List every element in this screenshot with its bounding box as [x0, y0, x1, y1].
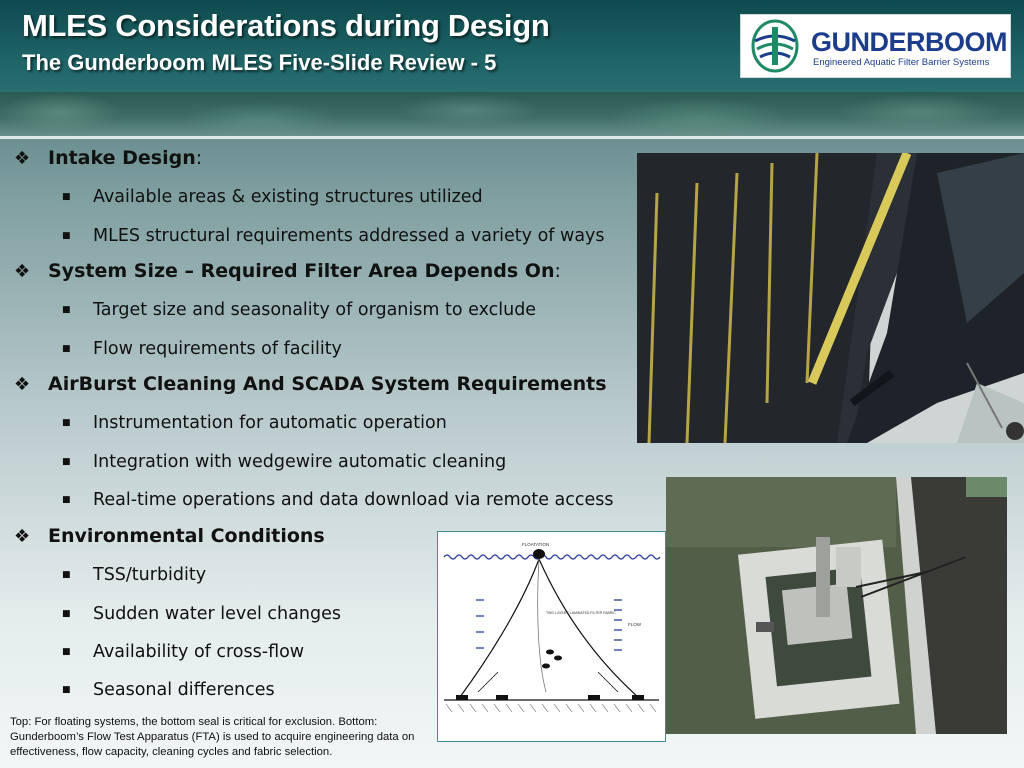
flow-label: FLOW	[628, 622, 641, 627]
filter-curtain-illustration	[637, 153, 1024, 443]
section-heading-environmental-conditions	[14, 525, 325, 547]
square-bullet-icon: ■	[62, 647, 71, 657]
list-item	[62, 565, 206, 585]
square-bullet-icon: ■	[62, 495, 71, 505]
barrier-schematic	[438, 532, 665, 741]
section-heading-system-size	[14, 260, 561, 282]
square-bullet-icon: ■	[62, 570, 71, 580]
square-bullet-icon: ■	[62, 609, 71, 619]
heading-colon: :	[554, 260, 561, 282]
square-bullet-icon: ■	[62, 305, 71, 315]
list-item	[62, 452, 506, 472]
list-item-text: Sudden water level changes	[93, 604, 341, 624]
flow-test-apparatus-photo	[666, 477, 1007, 734]
flow-test-apparatus-illustration	[666, 477, 1007, 734]
list-item	[62, 490, 614, 510]
list-item-text: Available areas & existing structures utilized	[93, 187, 483, 207]
slide-subtitle: The Gunderboom MLES Five-Slide Review - 5	[22, 50, 497, 75]
square-bullet-icon: ■	[62, 344, 71, 354]
square-bullet-icon: ■	[62, 231, 71, 241]
square-bullet-icon: ■	[62, 418, 71, 428]
floatation-label: FLOATATION	[522, 542, 550, 547]
filter-curtain-photo	[637, 153, 1024, 443]
figure-caption: Top: For floating systems, the bottom seal is critical for exclusion. Bottom: Gunderboom’s Flow Test Apparatus (FTA) is used to acquire engineering data on effectiveness, flow capacity, cleaning cycles and fabric selection.	[10, 716, 415, 758]
square-bullet-icon: ■	[62, 685, 71, 695]
list-item	[62, 604, 341, 624]
list-item-text: Availability of cross-flow	[93, 642, 305, 662]
list-item	[62, 642, 304, 662]
list-item-text: MLES structural requirements addressed a variety of ways	[93, 226, 605, 246]
list-item	[62, 300, 536, 320]
section-heading-text: AirBurst Cleaning And SCADA System Requirements	[48, 373, 607, 395]
list-item-text: Flow requirements of facility	[93, 339, 342, 359]
square-bullet-icon: ■	[62, 457, 71, 467]
list-item	[62, 339, 342, 359]
filter-fabric-label: TWO LAYERS LAMINATED FILTER FABRIC	[546, 611, 616, 615]
diamond-bullet-icon: ❖	[14, 526, 31, 547]
floating-barrier-diagram	[437, 531, 666, 742]
diamond-bullet-icon: ❖	[14, 148, 31, 169]
diamond-bullet-icon: ❖	[14, 261, 31, 282]
list-item-text: TSS/turbidity	[93, 565, 207, 585]
list-item	[62, 187, 483, 207]
diamond-bullet-icon: ❖	[14, 374, 31, 395]
logo-tagline: Engineered Aquatic Filter Barrier Systems	[813, 57, 990, 68]
list-item	[62, 680, 275, 700]
list-item	[62, 413, 447, 433]
list-item-text: Instrumentation for automatic operation	[93, 413, 447, 433]
section-heading-text: System Size – Required Filter Area Depends On	[48, 260, 555, 282]
list-item-text: Real-time operations and data download via remote access	[93, 490, 614, 510]
list-item	[62, 226, 605, 246]
list-item-text: Seasonal differences	[93, 680, 275, 700]
section-heading-airburst-scada	[14, 373, 607, 395]
slide-title: MLES Considerations during Design	[22, 8, 550, 43]
section-heading-text: Intake Design	[48, 147, 196, 169]
square-bullet-icon: ■	[62, 192, 71, 202]
list-item-text: Integration with wedgewire automatic cleaning	[93, 452, 507, 472]
section-heading-text: Environmental Conditions	[48, 525, 325, 547]
heading-colon: :	[195, 147, 203, 169]
list-item-text: Target size and seasonality of organism to exclude	[93, 300, 537, 320]
logo-wordmark: GUNDERBOOM	[811, 27, 1007, 57]
section-heading-intake-design	[14, 147, 202, 169]
